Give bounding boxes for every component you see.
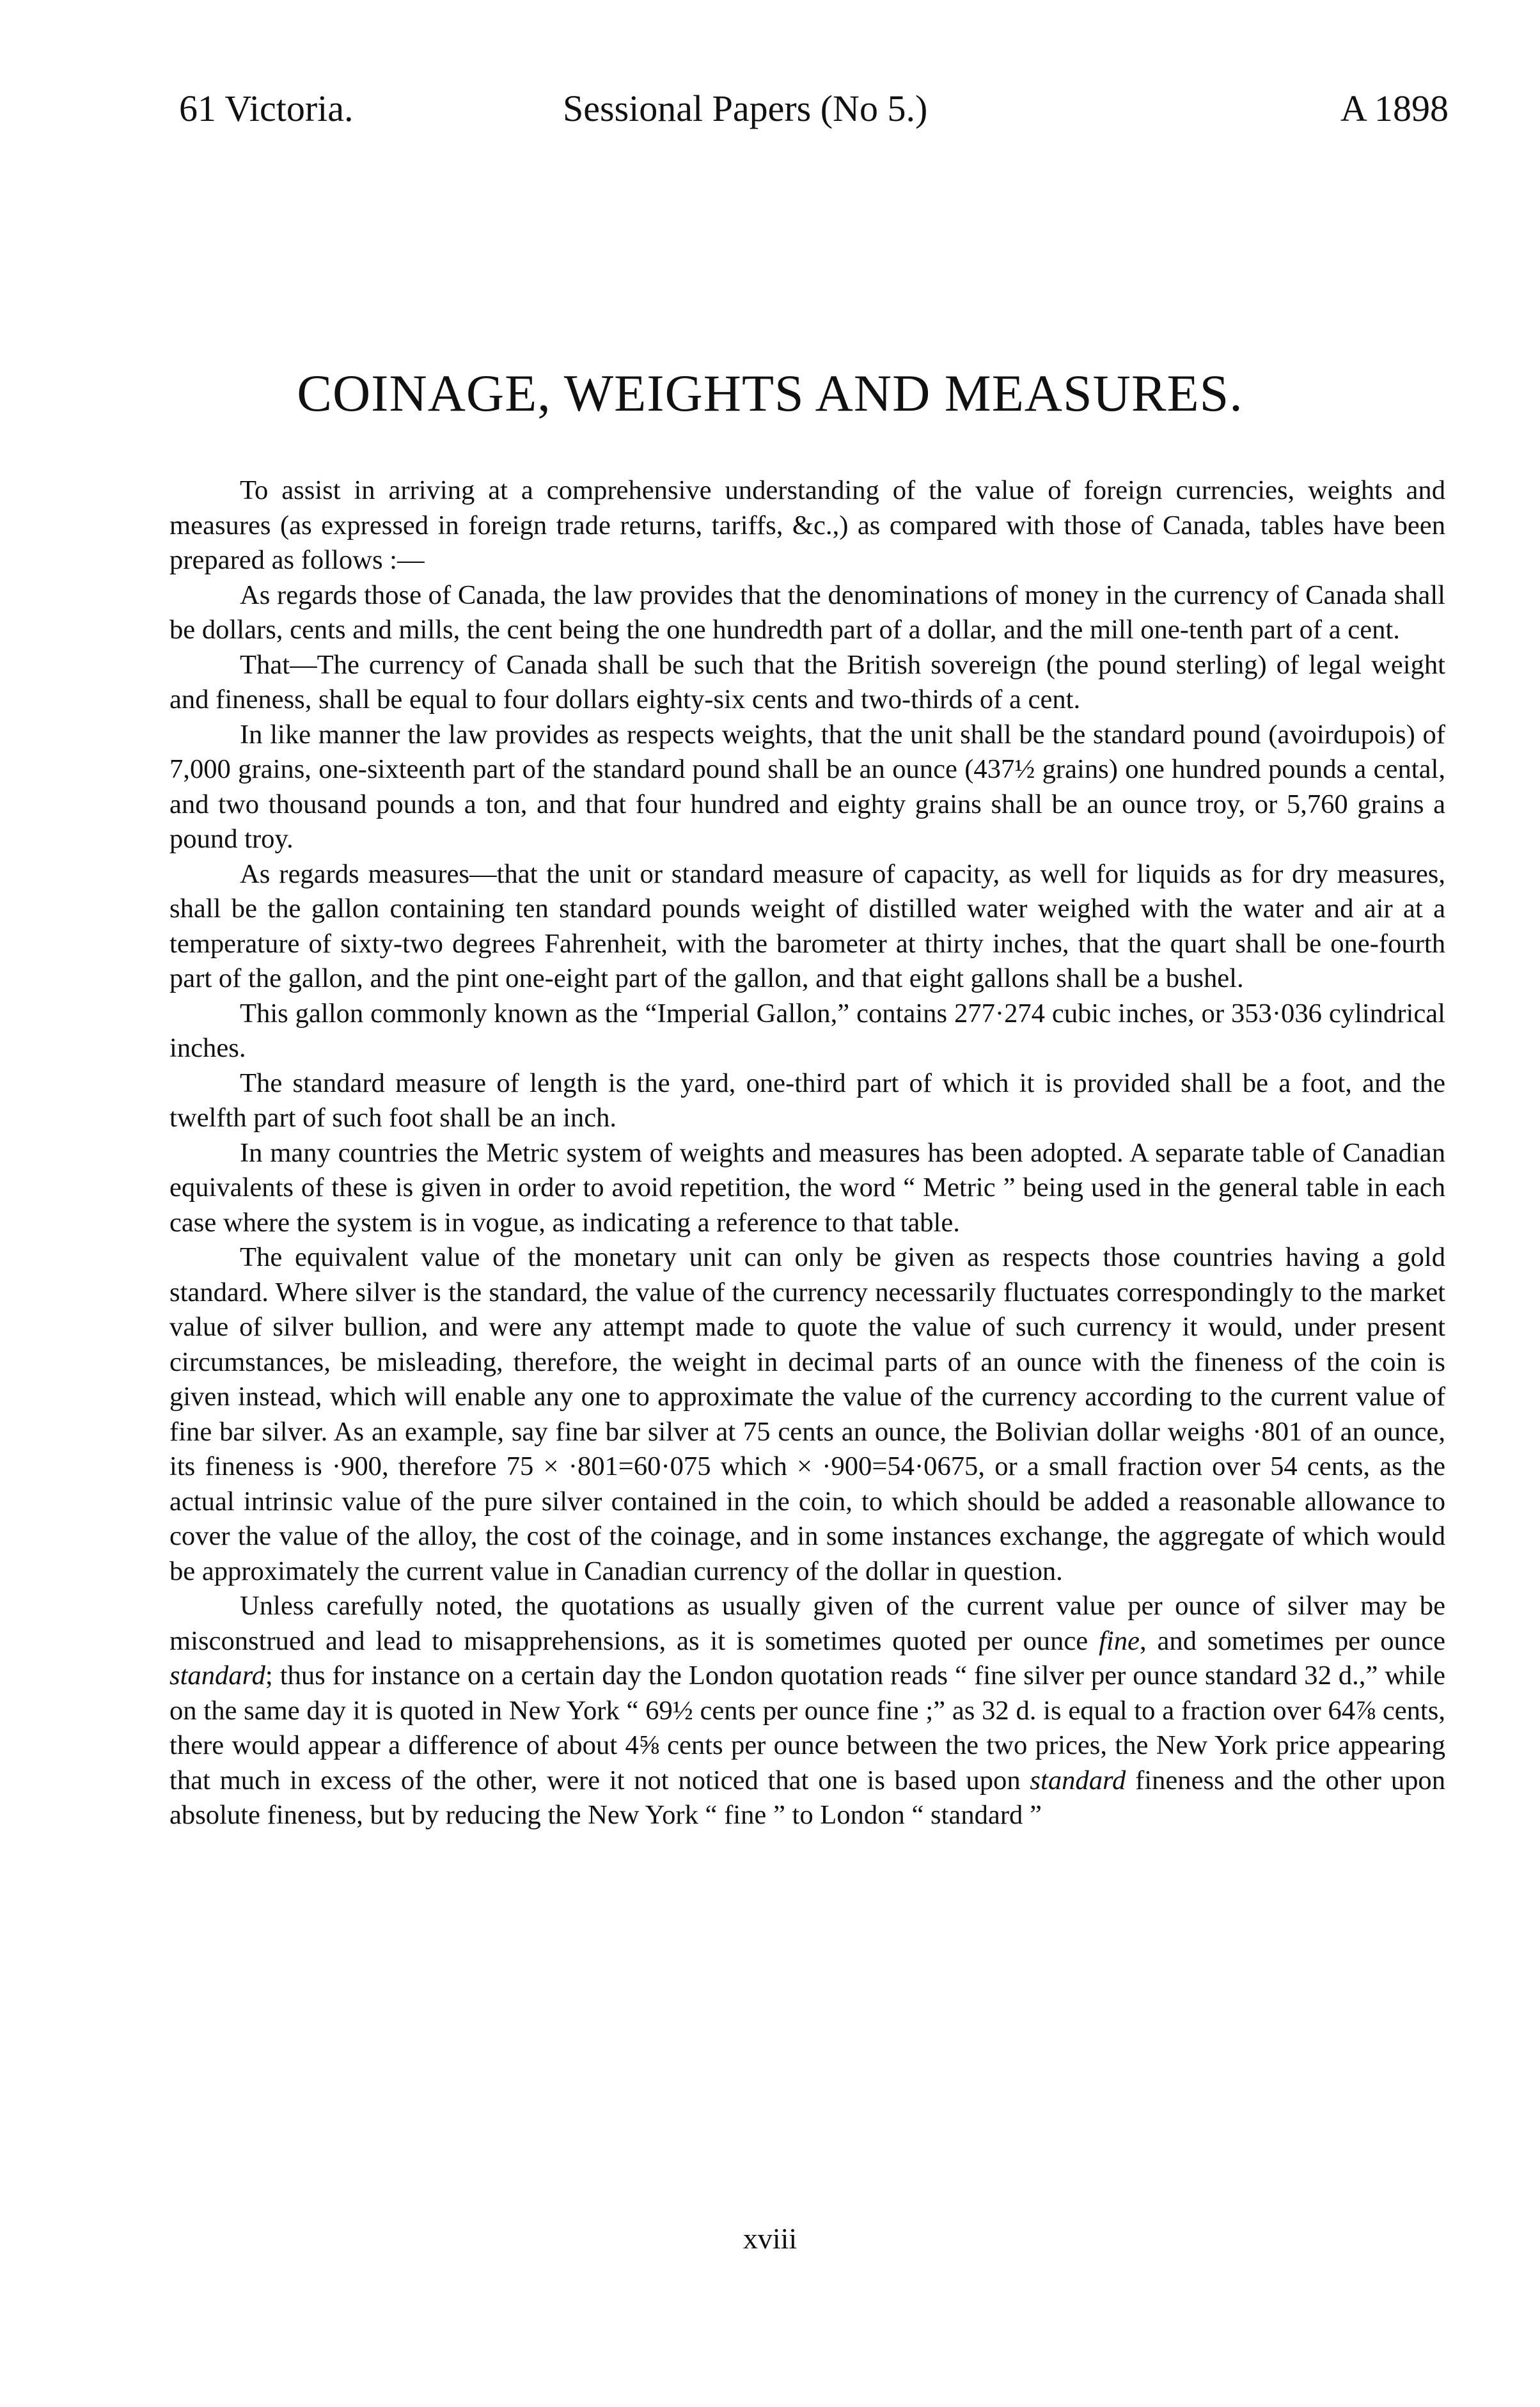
quotations-fine-italic: fine bbox=[1099, 1625, 1140, 1656]
paragraph-canada-currency: As regards those of Canada, the law provides that the denominations of money in the currency of Canada shall be dollars, cents and mills, the cent being the one hundredth part of a dollar, and the mill one-tenth part of a cent. bbox=[169, 580, 1445, 645]
quotations-standard-italic-2: standard bbox=[1030, 1765, 1126, 1795]
page-number: xviii bbox=[742, 2222, 798, 2255]
header-year: A 1898 bbox=[1340, 88, 1449, 129]
quotations-text-1: Unless carefully noted, the quotations as usually given of the current value per ounce of silver may be misconstrued and lead to misapprehensions, as it is sometimes quoted per ounce bbox=[169, 1591, 1445, 1656]
paragraph-imperial-gallon: This gallon commonly known as the “Imperial Gallon,” contains 277·274 cubic inches, or 353·036 cylindrical inches. bbox=[169, 998, 1445, 1063]
paragraph-weights: In like manner the law provides as respects weights, that the unit shall be the standard pound (avoirdupois) of 7,000 grains, one-sixteenth part of the standard pound shall be an ounce (437½ grains) one hundred pounds a cental, and two thousand pounds a ton, and that four hundred and eighty grains shall be an ounce troy, or 5,760 grains a pound troy. bbox=[169, 719, 1445, 854]
paragraph-silver-standard: The equivalent value of the monetary unit can only be given as respects those countries having a gold standard. Where silver is the standard, the value of the currency necessarily fluctuates correspondingly to the market value of silver bullion, and were any attempt made to quote the value of such currency it would, under present circumstances, be misleading, therefore, the weight in decimal parts of an ounce with the fineness of the coin is given instead, which will enable any one to approximate the value of the currency according to the current value of fine bar silver. As an example, say fine bar silver at 75 cents an ounce, the Bolivian dollar weighs ·801 of an ounce, its fineness is ·900, therefore 75 × ·801=60·075 which × ·900=54·0675, or a small fraction over 54 cents, as the actual intrinsic value of the pure silver contained in the coin, to which should be added a reasonable allowance to cover the value of the alloy, the cost of the coinage, and in some instances exchange, the aggregate of which would be approximately the current value in Canadian currency of the dollar in question. bbox=[169, 1242, 1445, 1586]
quotations-text-4: fineness and the other upon absolute fineness, but by reducing the New York “ fine ” to London “ standard ” bbox=[169, 1765, 1446, 1830]
paragraph-measures: As regards measures—that the unit or standard measure of capacity, as well for liquids as for dry measures, shall be the gallon containing ten standard pounds weight of distilled water weighed with the water and air at a temperature of sixty-two degrees Fahrenheit, with the barometer at thirty inches, that the quart shall be one-fourth part of the gallon, and the pint one-eight part of the gallon, and that eight gallons shall be a bushel. bbox=[169, 858, 1445, 993]
quotations-standard-italic: standard bbox=[169, 1661, 265, 1691]
paragraph-metric: In many countries the Metric system of weights and measures has been adopted. A separate table of Canadian equivalents of these is given in order to avoid repetition, the word “ Metric ” being used in the general table in each case where the system is in vogue, as indicating a reference to that table. bbox=[169, 1137, 1445, 1238]
header-sessional-papers: Sessional Papers (No 5.) bbox=[563, 88, 928, 129]
page-title: COINAGE, WEIGHTS AND MEASURES. bbox=[297, 364, 1243, 422]
running-head bbox=[179, 83, 1449, 134]
header-session: 61 Victoria. bbox=[179, 88, 354, 129]
paragraph-intro: To assist in arriving at a comprehensive understanding of the value of foreign currencies, weights and measures (as expressed in foreign trade returns, tariffs, &c.,) as compared with those of Canada, tables have been prepared as follows :— bbox=[169, 475, 1445, 575]
paragraph-length: The standard measure of length is the yard, one-third part of which it is provided shall be a foot, and the twelfth part of such foot shall be an inch. bbox=[169, 1068, 1445, 1133]
body-text bbox=[169, 473, 1445, 1833]
paragraph-silver-quotations bbox=[169, 1589, 1445, 1833]
quotations-text-2: , and sometimes per ounce bbox=[1139, 1625, 1445, 1656]
paragraph-sovereign: That—The currency of Canada shall be such that the British sovereign (the pound sterling) of legal weight and fineness, shall be equal to four dollars eighty-six cents and two-thirds of a cent. bbox=[169, 649, 1445, 714]
quotations-text-3: ; thus for instance on a certain day the London quotation reads “ fine silver per ounce standard 32 d.,” while on the same day it is quoted in New York “ 69½ cents per ounce fine ;” as 32 d. is equal to a fraction over 64⅞ cents, there would appear a difference of about 4⅝ cents per ounce between the two prices, the New York price appearing that much in excess of the other, were it not noticed that one is based upon bbox=[169, 1661, 1445, 1795]
